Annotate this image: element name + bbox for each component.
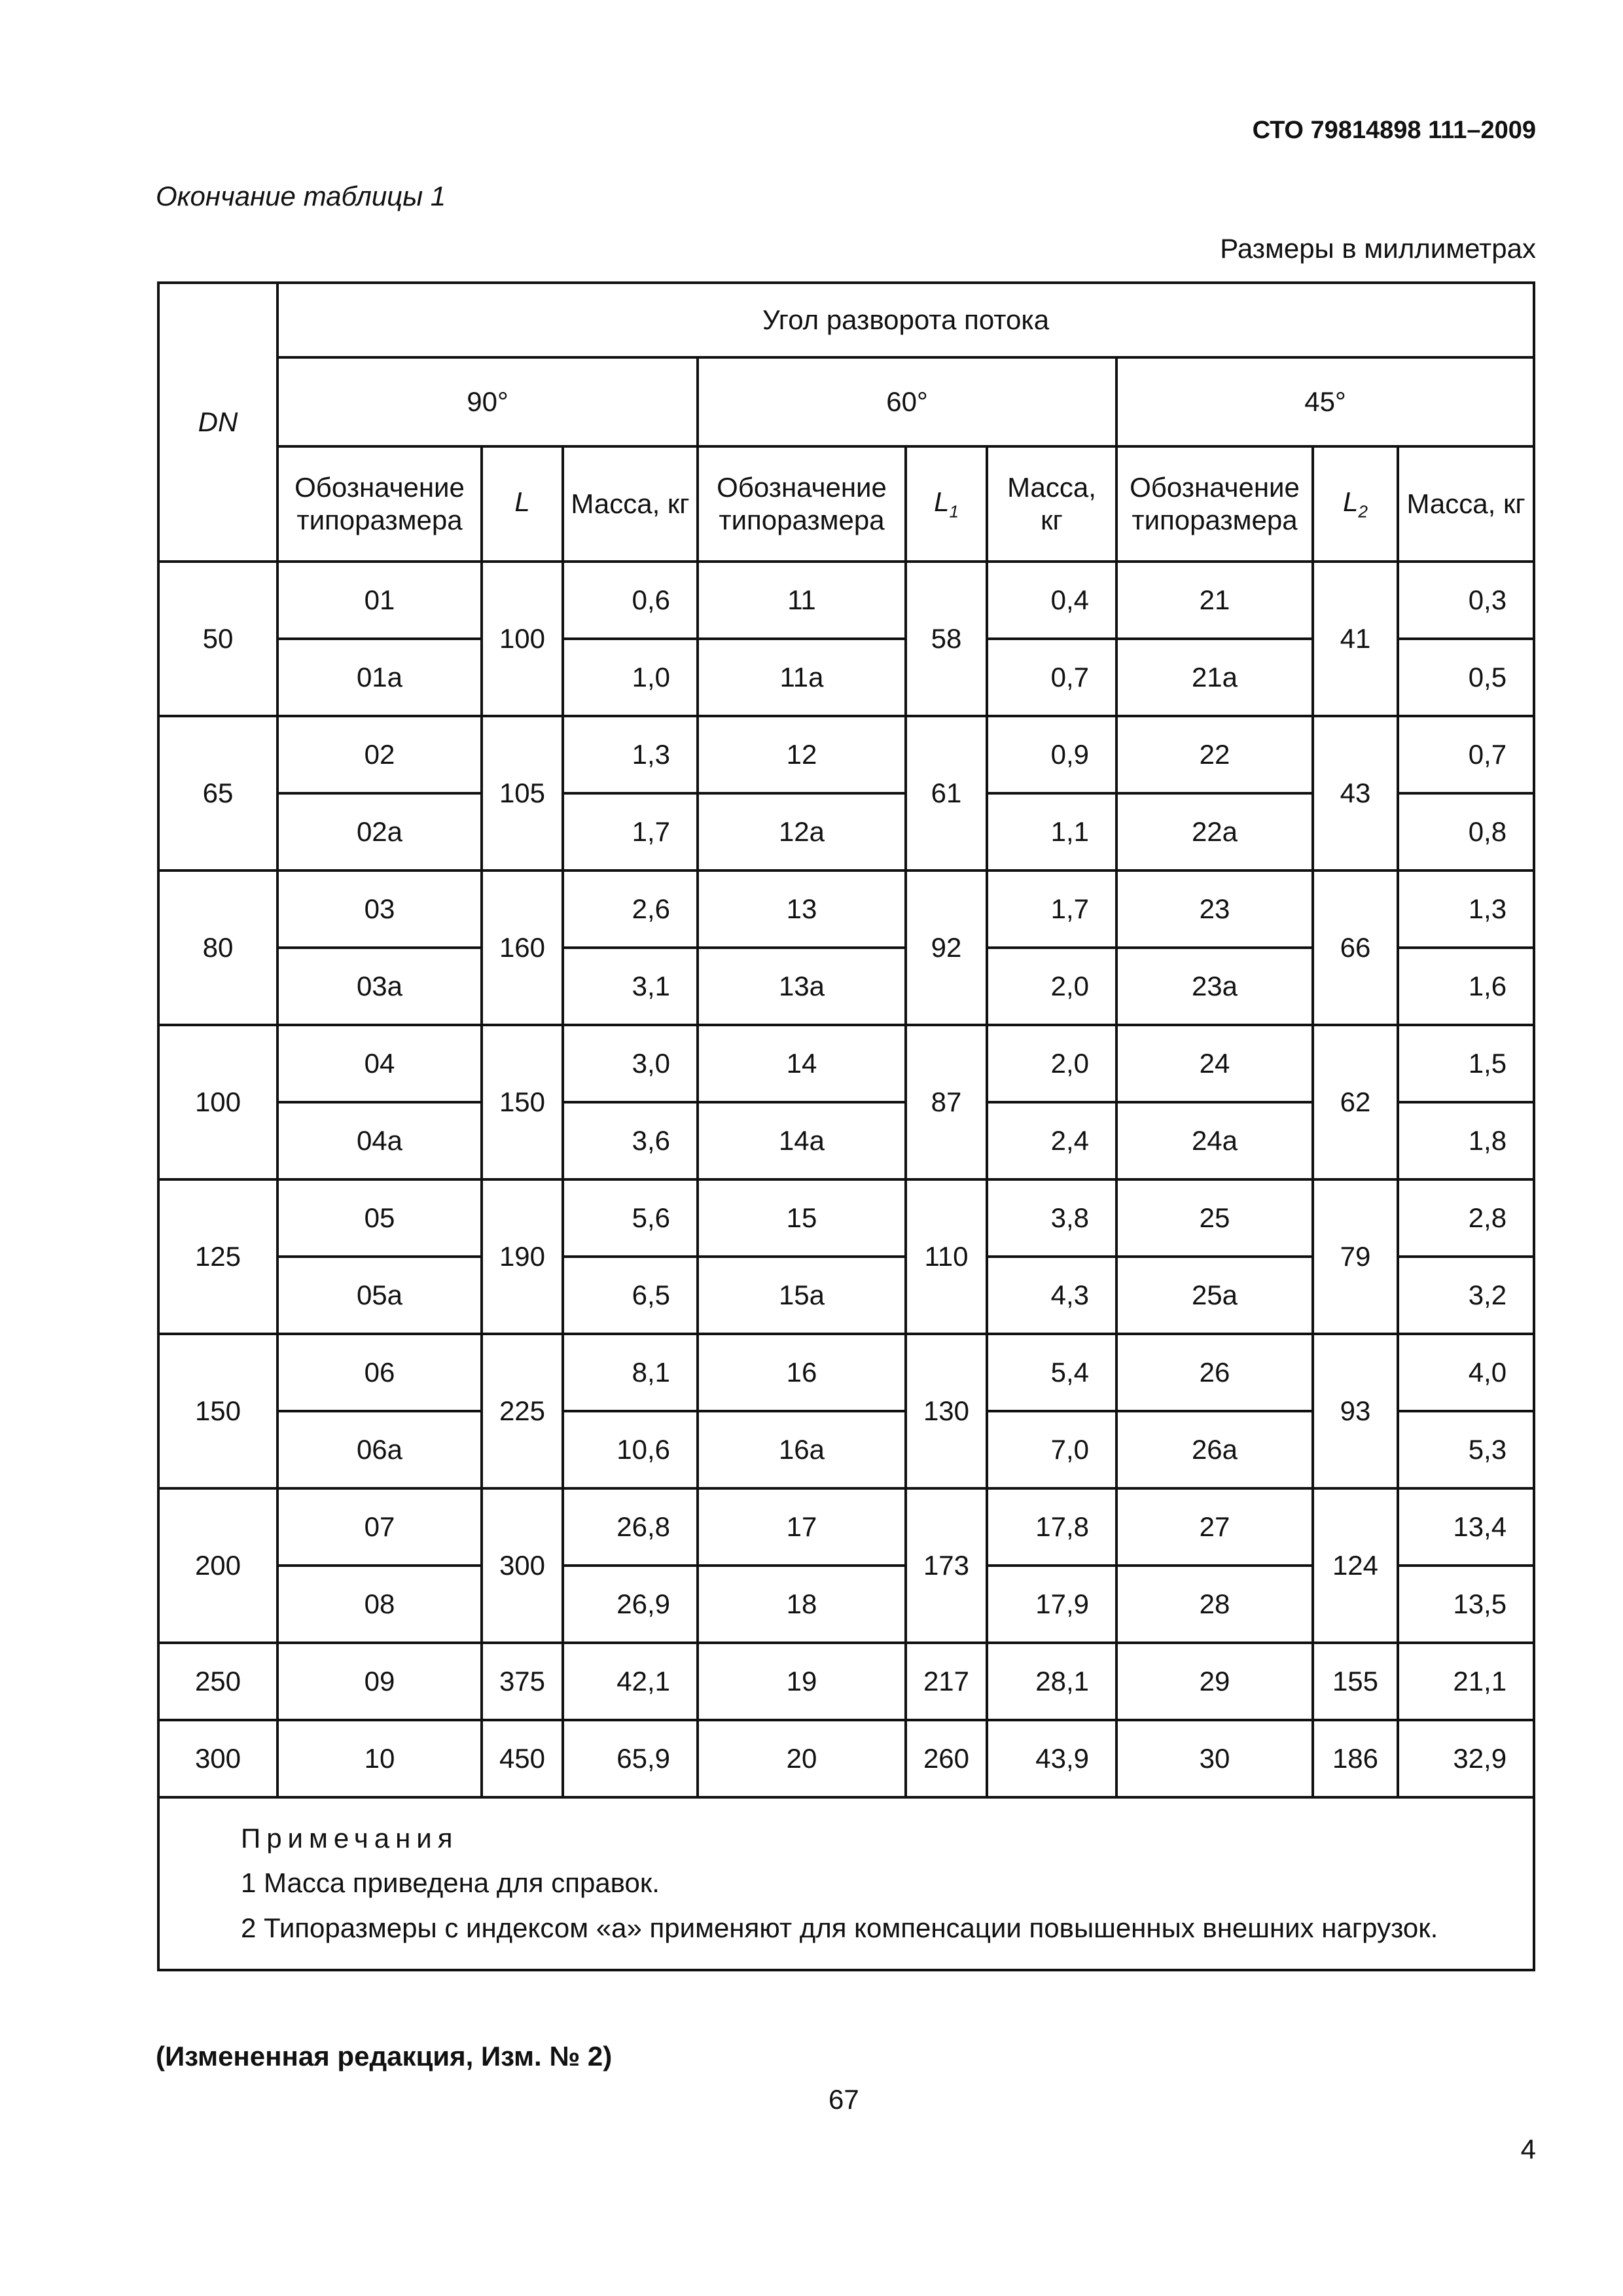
- mass-45-cell: 4,0: [1398, 1334, 1534, 1411]
- header-angle-60: 60°: [698, 357, 1116, 446]
- mass-60-cell: 0,7: [987, 639, 1116, 716]
- length-60-cell: 61: [906, 716, 987, 870]
- length-60-cell: 260: [906, 1720, 987, 1797]
- designation-60-cell: 15а: [698, 1257, 906, 1334]
- length-60-cell: 87: [906, 1025, 987, 1179]
- mass-90-cell: 6,5: [563, 1257, 698, 1334]
- mass-45-cell: 5,3: [1398, 1411, 1534, 1488]
- designation-45-cell: 24а: [1116, 1102, 1313, 1179]
- mass-90-cell: 42,1: [563, 1643, 698, 1720]
- header-angle-90: 90°: [277, 357, 698, 446]
- mass-45-cell: 32,9: [1398, 1720, 1534, 1797]
- length-45-cell: 43: [1313, 716, 1398, 870]
- designation-90-cell: 01: [277, 562, 482, 639]
- length-60-cell: 217: [906, 1643, 987, 1720]
- length-45-cell: 79: [1313, 1179, 1398, 1334]
- header-designation: Обозначение типоразмера: [698, 446, 906, 562]
- length-45-cell: 124: [1313, 1488, 1398, 1643]
- document-code: СТО 79814898 111–2009: [1252, 117, 1536, 144]
- designation-45-cell: 22: [1116, 716, 1313, 793]
- designation-60-cell: 18: [698, 1566, 906, 1643]
- designation-60-cell: 11: [698, 562, 906, 639]
- mass-45-cell: 0,5: [1398, 639, 1534, 716]
- mass-90-cell: 3,0: [563, 1025, 698, 1102]
- header-mass: Масса, кг: [563, 446, 698, 562]
- length-90-cell: 450: [482, 1720, 563, 1797]
- header-flow-angle: Угол разворота потока: [277, 283, 1534, 357]
- mass-60-cell: 28,1: [987, 1643, 1116, 1720]
- designation-45-cell: 28: [1116, 1566, 1313, 1643]
- table-row: [158, 562, 1534, 639]
- mass-45-cell: 13,4: [1398, 1488, 1534, 1566]
- designation-45-cell: 21: [1116, 562, 1313, 639]
- mass-90-cell: 5,6: [563, 1179, 698, 1257]
- header-mass: Масса, кг: [1398, 446, 1534, 562]
- designation-60-cell: 15: [698, 1179, 906, 1257]
- table-row: [158, 1179, 1534, 1257]
- mass-90-cell: 1,3: [563, 716, 698, 793]
- mass-90-cell: 3,1: [563, 948, 698, 1025]
- mass-90-cell: 65,9: [563, 1720, 698, 1797]
- designation-60-cell: 13: [698, 870, 906, 948]
- designation-45-cell: 26а: [1116, 1411, 1313, 1488]
- mass-60-cell: 2,0: [987, 948, 1116, 1025]
- header-mass: Масса, кг: [987, 446, 1116, 562]
- designation-90-cell: 02: [277, 716, 482, 793]
- designation-45-cell: 22а: [1116, 793, 1313, 870]
- designation-60-cell: 16а: [698, 1411, 906, 1488]
- table-row: [158, 716, 1534, 793]
- dimensions-table: [157, 281, 1535, 1971]
- designation-60-cell: 20: [698, 1720, 906, 1797]
- designation-90-cell: 06а: [277, 1411, 482, 1488]
- designation-90-cell: 07: [277, 1488, 482, 1566]
- designation-60-cell: 14а: [698, 1102, 906, 1179]
- table-row: [158, 1643, 1534, 1720]
- header-length: $L_2$: [1313, 446, 1398, 562]
- designation-45-cell: 24: [1116, 1025, 1313, 1102]
- header-length: $L_1$: [906, 446, 987, 562]
- designation-45-cell: 21а: [1116, 639, 1313, 716]
- mass-90-cell: 8,1: [563, 1334, 698, 1411]
- units-note: Размеры в миллиметрах: [1220, 233, 1536, 264]
- mass-45-cell: 1,8: [1398, 1102, 1534, 1179]
- mass-60-cell: 7,0: [987, 1411, 1116, 1488]
- designation-60-cell: 17: [698, 1488, 906, 1566]
- table-row: [158, 1720, 1534, 1797]
- mass-60-cell: 2,4: [987, 1102, 1116, 1179]
- length-90-cell: 150: [482, 1025, 563, 1179]
- designation-90-cell: 05: [277, 1179, 482, 1257]
- designation-45-cell: 26: [1116, 1334, 1313, 1411]
- note-item: 1 Масса приведена для справок.: [241, 1867, 660, 1899]
- mass-90-cell: 26,8: [563, 1488, 698, 1566]
- length-45-cell: 155: [1313, 1643, 1398, 1720]
- table-row: [158, 1488, 1534, 1566]
- designation-45-cell: 30: [1116, 1720, 1313, 1797]
- mass-45-cell: 0,8: [1398, 793, 1534, 870]
- dn-cell: 125: [158, 1179, 277, 1334]
- length-60-cell: 173: [906, 1488, 987, 1643]
- length-45-cell: 93: [1313, 1334, 1398, 1488]
- designation-60-cell: 12: [698, 716, 906, 793]
- designation-90-cell: 03: [277, 870, 482, 948]
- length-60-cell: 92: [906, 870, 987, 1025]
- mass-60-cell: 4,3: [987, 1257, 1116, 1334]
- length-45-cell: 186: [1313, 1720, 1398, 1797]
- designation-45-cell: 25: [1116, 1179, 1313, 1257]
- designation-60-cell: 11а: [698, 639, 906, 716]
- header-length: L: [482, 446, 563, 562]
- designation-45-cell: 23а: [1116, 948, 1313, 1025]
- mass-60-cell: 43,9: [987, 1720, 1116, 1797]
- mass-45-cell: 1,6: [1398, 948, 1534, 1025]
- designation-45-cell: 25а: [1116, 1257, 1313, 1334]
- designation-90-cell: 08: [277, 1566, 482, 1643]
- dn-cell: 300: [158, 1720, 277, 1797]
- mass-45-cell: 2,8: [1398, 1179, 1534, 1257]
- length-45-cell: 62: [1313, 1025, 1398, 1179]
- mass-90-cell: 0,6: [563, 562, 698, 639]
- sheet-number: 4: [1520, 2134, 1536, 2164]
- length-90-cell: 375: [482, 1643, 563, 1720]
- designation-90-cell: 02а: [277, 793, 482, 870]
- length-90-cell: 105: [482, 716, 563, 870]
- mass-60-cell: 17,9: [987, 1566, 1116, 1643]
- table-caption: Окончание таблицы 1: [156, 181, 446, 211]
- header-dn: DN: [158, 283, 277, 562]
- designation-90-cell: 03а: [277, 948, 482, 1025]
- designation-45-cell: 27: [1116, 1488, 1313, 1566]
- mass-90-cell: 2,6: [563, 870, 698, 948]
- mass-90-cell: 26,9: [563, 1566, 698, 1643]
- dn-cell: 200: [158, 1488, 277, 1643]
- mass-60-cell: 5,4: [987, 1334, 1116, 1411]
- designation-60-cell: 14: [698, 1025, 906, 1102]
- mass-45-cell: 13,5: [1398, 1566, 1534, 1643]
- table-row: [158, 1025, 1534, 1102]
- header-angle-45: 45°: [1116, 357, 1534, 446]
- header-designation: Обозначение типоразмера: [1116, 446, 1313, 562]
- mass-45-cell: 21,1: [1398, 1643, 1534, 1720]
- mass-45-cell: 0,3: [1398, 562, 1534, 639]
- mass-45-cell: 1,5: [1398, 1025, 1534, 1102]
- mass-90-cell: 1,7: [563, 793, 698, 870]
- designation-90-cell: 05а: [277, 1257, 482, 1334]
- dn-cell: 65: [158, 716, 277, 870]
- length-90-cell: 190: [482, 1179, 563, 1334]
- mass-90-cell: 10,6: [563, 1411, 698, 1488]
- length-45-cell: 66: [1313, 870, 1398, 1025]
- dn-cell: 100: [158, 1025, 277, 1179]
- mass-45-cell: 0,7: [1398, 716, 1534, 793]
- length-60-cell: 110: [906, 1179, 987, 1334]
- note-item: 2 Типоразмеры с индексом «а» применяют для компенсации повышенных внешних нагрузок.: [241, 1912, 1438, 1943]
- amendment-note: (Измененная редакция, Изм. № 2): [156, 2041, 613, 2072]
- designation-45-cell: 23: [1116, 870, 1313, 948]
- dn-cell: 80: [158, 870, 277, 1025]
- designation-90-cell: 09: [277, 1643, 482, 1720]
- designation-90-cell: 04а: [277, 1102, 482, 1179]
- table-row: [158, 1334, 1534, 1411]
- dn-cell: 250: [158, 1643, 277, 1720]
- length-90-cell: 300: [482, 1488, 563, 1643]
- designation-90-cell: 06: [277, 1334, 482, 1411]
- mass-60-cell: 0,9: [987, 716, 1116, 793]
- length-90-cell: 225: [482, 1334, 563, 1488]
- length-60-cell: 130: [906, 1334, 987, 1488]
- length-60-cell: 58: [906, 562, 987, 716]
- designation-90-cell: 04: [277, 1025, 482, 1102]
- mass-60-cell: 2,0: [987, 1025, 1116, 1102]
- mass-60-cell: 0,4: [987, 562, 1116, 639]
- table-row: [158, 870, 1534, 948]
- mass-60-cell: 1,1: [987, 793, 1116, 870]
- designation-60-cell: 19: [698, 1643, 906, 1720]
- designation-60-cell: 13а: [698, 948, 906, 1025]
- dn-cell: 150: [158, 1334, 277, 1488]
- designation-90-cell: 10: [277, 1720, 482, 1797]
- notes-title: Примечания: [241, 1823, 459, 1854]
- length-90-cell: 160: [482, 870, 563, 1025]
- length-90-cell: 100: [482, 562, 563, 716]
- header-designation: Обозначение типоразмера: [277, 446, 482, 562]
- dn-cell: 50: [158, 562, 277, 716]
- mass-60-cell: 17,8: [987, 1488, 1116, 1566]
- mass-45-cell: 1,3: [1398, 870, 1534, 948]
- table-notes: [158, 1797, 1534, 1970]
- mass-60-cell: 3,8: [987, 1179, 1116, 1257]
- length-45-cell: 41: [1313, 562, 1398, 716]
- designation-60-cell: 12а: [698, 793, 906, 870]
- mass-45-cell: 3,2: [1398, 1257, 1534, 1334]
- mass-60-cell: 1,7: [987, 870, 1116, 948]
- designation-45-cell: 29: [1116, 1643, 1313, 1720]
- page-number: 67: [829, 2084, 859, 2115]
- designation-60-cell: 16: [698, 1334, 906, 1411]
- mass-90-cell: 3,6: [563, 1102, 698, 1179]
- designation-90-cell: 01а: [277, 639, 482, 716]
- mass-90-cell: 1,0: [563, 639, 698, 716]
